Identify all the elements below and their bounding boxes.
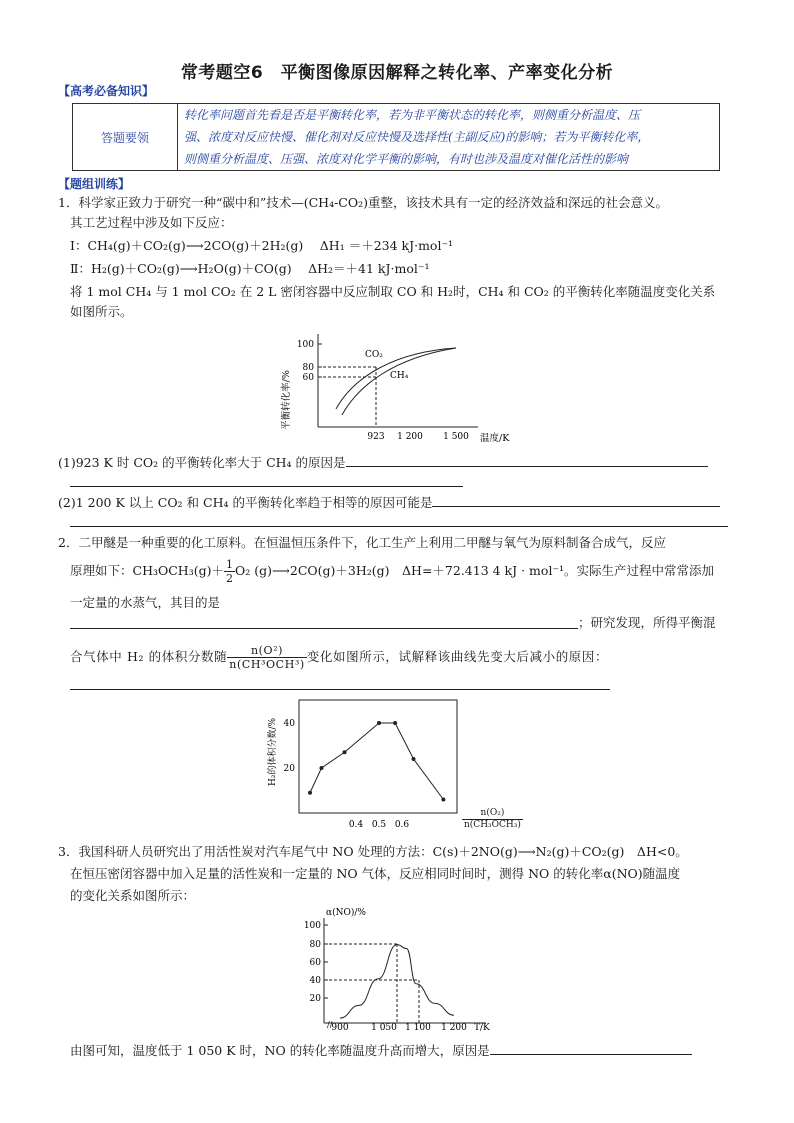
q2-line-2: [70, 558, 714, 585]
chart1-xtick-1200: 1 200: [397, 432, 423, 442]
requirement-line-2: 强、浓度对反应快慢、催化剂对反应快慢及选择性(主副反应)的影响；若为平衡转化率，: [184, 130, 650, 144]
q1-reaction-1: Ⅰ：CH₄(g)＋CO₂(g)⟶2CO(g)＋2H₂(g) ΔH₁ ＝＋234 kJ·mol⁻¹: [70, 238, 454, 253]
q1-answer-2-line[interactable]: [432, 492, 720, 507]
chart2-point-5: [412, 757, 416, 761]
chart2-point-4: [393, 721, 397, 725]
chart2-point-6: [441, 798, 445, 802]
chart2-xlabel-num: n(O₂): [462, 808, 523, 820]
q1-subquestion-2: [58, 492, 720, 513]
chart1-xtick-1500: 1 500: [443, 432, 469, 442]
chart-conversion-vs-temperature: [278, 326, 518, 448]
q2-ratio-den: n(CH³OCH³): [229, 658, 305, 671]
chart2-point-1: [320, 766, 324, 770]
chart1-xlabel: 温度/K: [480, 433, 510, 444]
chart1-ytick-60: 60: [302, 373, 314, 383]
chart3-ytick-80: 80: [309, 940, 321, 950]
chart3-ytick-60: 60: [309, 958, 321, 968]
chart2-plot-frame: [299, 700, 457, 813]
chart2-ytick-40: 40: [283, 719, 295, 729]
chart1-ylabel: 平衡转化率/%: [281, 370, 292, 430]
q2-line-4-tail: ；研究发现，所得平衡混: [578, 615, 716, 630]
requirement-label: 答题要领: [73, 104, 178, 171]
chart3-xtick-1100: 1 100: [405, 1023, 431, 1033]
q3-subquestion-1-text: 由图可知，温度低于 1 050 K 时，NO 的转化率随温度升高而增大，原因是: [70, 1043, 490, 1058]
chart-no-conversion-vs-temperature: [296, 904, 501, 1034]
q2-half-fraction: [224, 558, 235, 585]
chart2-point-3: [377, 721, 381, 725]
chart3-xtick-1200: 1 200: [441, 1023, 467, 1033]
q3-line-3: 的变化关系如图所示：: [70, 888, 196, 903]
q2-line-5a: 合气体中 H₂ 的体积分数随: [70, 649, 228, 664]
q2-line-3: 一定量的水蒸气，其目的是: [70, 595, 221, 610]
section-heading-exercises: 【题组训练】: [58, 177, 131, 191]
q2-line-5b: 变化如图所示，试解释该曲线先变大后减小的原因：: [306, 649, 609, 664]
chart3-ticklines: [324, 925, 328, 998]
q2-ratio-fraction: [227, 644, 307, 671]
q1-line-6: 如图所示。: [70, 304, 133, 319]
chart2-line: [310, 723, 443, 800]
q2-half-num: 1: [225, 558, 233, 571]
chart2-ylabel: H₂的体积分数/%: [268, 717, 278, 787]
chart2-xtick-0.6: 0.6: [394, 820, 410, 830]
q1-answer-2-line-2[interactable]: [70, 526, 728, 527]
chart3-ytick-100: 100: [303, 921, 321, 931]
q1-subquestion-1-text: (1)923 K 时 CO₂ 的平衡转化率大于 CH₄ 的原因是: [58, 455, 346, 470]
chart1-ytick-100: 100: [296, 340, 314, 350]
chart3-xlabel: T/K: [474, 1023, 490, 1033]
requirement-line-3: 则侧重分析温度、压强、浓度对化学平衡的影响，有时也涉及温度对催化活性的影响: [184, 152, 629, 166]
q2-answer-2-line[interactable]: [70, 689, 610, 690]
chart2-xtick-0.4: 0.4: [348, 820, 364, 830]
q2-line-2a: 原理如下：CH₃OCH₃(g)＋: [70, 563, 224, 578]
q1-line-2: 其工艺过程中涉及如下反应：: [70, 215, 233, 230]
chart1-xtick-923: 923: [367, 432, 385, 442]
chart3-ylabel: α(NO)/%: [326, 908, 366, 918]
chart2-xlabel: [462, 808, 523, 831]
q2-half-den: 2: [225, 572, 233, 585]
q1-subquestion-2-text: (2)1 200 K 以上 CO₂ 和 CH₄ 的平衡转化率趋于相等的原因可能是: [58, 495, 433, 510]
chart2-point-0: [308, 791, 312, 795]
chart3-axis-break: //: [327, 1020, 333, 1029]
q2-line-1: 2．二甲醚是一种重要的化工原料。在恒温恒压条件下，化工生产上利用二甲醚与氧气为原料制备合成气，反应: [58, 535, 666, 550]
q1-answer-1-line-2[interactable]: [70, 486, 463, 487]
q1-subquestion-1: [58, 452, 708, 473]
chart3-ytick-20: 20: [309, 994, 321, 1004]
chart2-ytick-20: 20: [283, 764, 295, 774]
q2-line-5: [70, 644, 608, 671]
chart2-xlabel-den: n(CH₃OCH₃): [464, 820, 521, 830]
q1-line-5: 将 1 mol CH₄ 与 1 mol CO₂ 在 2 L 密闭容器中反应制取 CO 和 H₂时，CH₄ 和 CO₂ 的平衡转化率随温度变化关系: [70, 284, 716, 299]
chart1-label-co2: CO₂: [365, 350, 383, 360]
chart3-ytick-40: 40: [309, 976, 321, 986]
q1-line-1: 1．科学家正致力于研究一种“碳中和”技术—(CH₄-CO₂)重整，该技术具有一定的经济效益和深远的社会意义。: [58, 195, 669, 210]
requirement-line-1: 转化率问题首先看是否是平衡转化率，若为非平衡状态的转化率，则侧重分析温度、压: [184, 108, 641, 122]
chart2-point-2: [343, 750, 347, 754]
chart1-label-ch4: CH₄: [390, 371, 409, 381]
requirement-table: [72, 103, 720, 171]
requirement-text: [178, 104, 720, 171]
q2-answer-1-line[interactable]: [70, 628, 578, 629]
chart2-xtick-0.5: 0.5: [371, 820, 387, 830]
chart2-series: [308, 721, 445, 802]
page-title: 常考题空6 平衡图像原因解释之转化率、产率变化分析: [180, 63, 614, 83]
q3-line-2: 在恒压密闭容器中加入足量的活性炭和一定量的 NO 气体，反应相同时间时，测得 NO 的转化率α(NO)随温度: [70, 866, 681, 881]
q2-line-2b: O₂ (g)⟶2CO(g)＋3H₂(g) ΔH=＋72.413 4 kJ · mol⁻¹。实际生产过程中常常添加: [234, 563, 715, 578]
chart3-xtick-1050: 1 050: [371, 1023, 397, 1033]
q3-subquestion-1: [70, 1040, 692, 1061]
section-heading-knowledge: 【高考必备知识】: [58, 84, 155, 98]
chart3-xtick-900: 900: [331, 1023, 349, 1033]
chart1-ytick-80: 80: [302, 363, 314, 373]
q2-ratio-num: n(O²): [227, 644, 307, 658]
q3-answer-1-line[interactable]: [490, 1040, 692, 1055]
q1-reaction-2: Ⅱ：H₂(g)＋CO₂(g)⟶H₂O(g)＋CO(g) ΔH₂＝＋41 kJ·mol⁻¹: [70, 261, 430, 276]
q3-line-1: 3．我国科研人员研究出了用活性炭对汽车尾气中 NO 处理的方法：C(s)＋2NO(g)⟶N₂(g)＋CO₂(g) ΔH<0。: [58, 844, 688, 859]
q1-answer-1-line[interactable]: [346, 452, 708, 467]
